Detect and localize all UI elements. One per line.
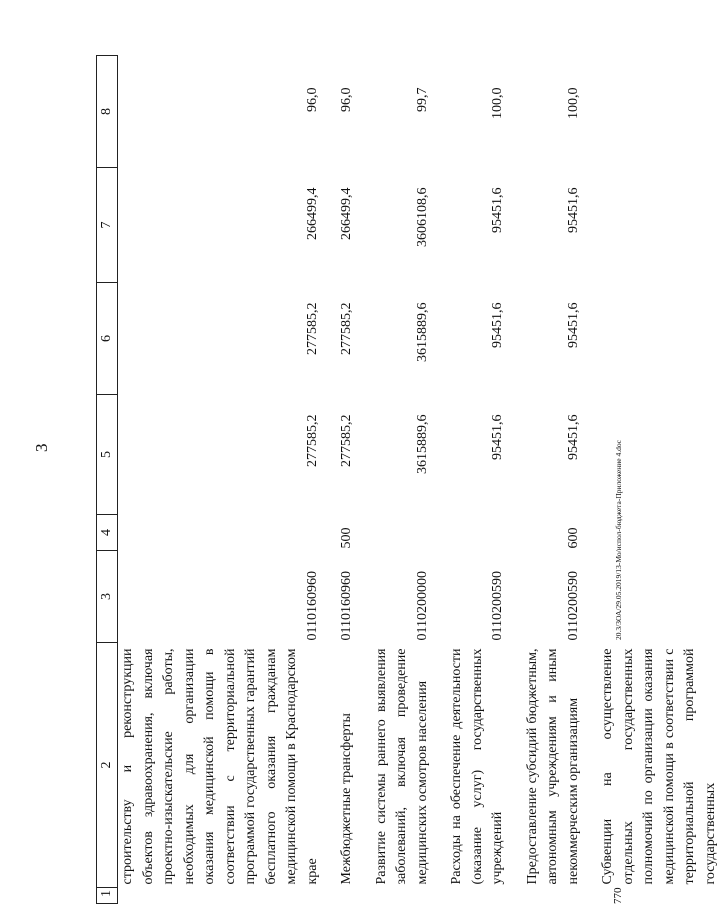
row-description: строительству и реконструкции объектов здравоохранения, включая проектно-изыскательские работы, необходимых для организации оказания медицинской помощи в соответствии с территориальной программой государственных гарантий бесплатного оказания гражданам медицинской помощи в Краснодарском крае — [120, 648, 320, 885]
row-code: 0110160960 — [304, 571, 320, 641]
row-type — [362, 515, 438, 551]
budget-table — [96, 55, 725, 904]
row-type: 600 — [565, 527, 581, 549]
row-value-8: 99,7 — [414, 87, 430, 112]
header-cell: 3 — [97, 551, 118, 643]
row-value-5: 95451,6 — [565, 414, 581, 460]
header-cell: 5 — [97, 395, 118, 515]
row-value-5: 3615889,6 — [414, 414, 430, 474]
row-code: 0110200000 — [414, 571, 430, 641]
header-cell: 7 — [97, 168, 118, 283]
row-value-6: 95451,6 — [565, 302, 581, 348]
header-cell: 6 — [97, 283, 118, 395]
row-description: Развитие системы раннего выявления заболеваний, включая проведение медицинских осмотров населения — [373, 648, 430, 885]
document-path: 20.3/3ОА/29.05.2019/13-Мо/испол-бюджета-Приложение 4.doc — [614, 440, 623, 640]
row-value-5: 95451,6 — [490, 414, 505, 460]
row-value-6: 277585,2 — [339, 302, 354, 355]
row-value-5: 277585,2 — [304, 414, 320, 467]
row-type — [588, 515, 725, 551]
row-value-5 — [588, 395, 725, 515]
row-code: 0110200590 — [565, 571, 581, 641]
row-code: 0110160960 — [339, 571, 354, 641]
page-number: 3 — [32, 443, 51, 452]
row-description: Предоставление субсидий бюджетным, автономным учреждениям и иным некоммерческим организациям — [524, 648, 581, 885]
row-value-6: 3615889,6 — [414, 302, 430, 362]
row-type — [437, 515, 513, 551]
header-cell: 8 — [97, 56, 118, 168]
row-value-7: 266499,4 — [304, 187, 320, 240]
row-value-8: 96,0 — [304, 87, 320, 112]
row-value-7: 95451,6 — [490, 187, 505, 233]
row-description: Межбюджетные трансферты — [339, 713, 354, 885]
row-value-8: 96,0 — [339, 87, 354, 112]
row-description: Субвенции на осуществление отдельных государственных полномочий по организации оказания медицинской помощи в соответствии с территориальной программой государственных — [600, 648, 718, 885]
table-header-row — [97, 56, 118, 904]
row-type: 500 — [339, 527, 354, 549]
row-code: 0110200590 — [490, 571, 505, 641]
row-value-6: 277585,2 — [304, 302, 320, 355]
row-description: Расходы на обеспечение деятельности (оказание услуг) государственных учреждений — [449, 648, 505, 885]
row-value-6 — [588, 283, 725, 395]
row-value-7: 266499,4 — [339, 187, 354, 240]
header-cell: 4 — [97, 515, 118, 551]
row-code — [588, 551, 725, 643]
row-value-8: 100,0 — [565, 87, 581, 119]
corner-number: 770 — [612, 887, 624, 904]
table-row — [437, 56, 513, 904]
header-cell: 2 — [97, 643, 118, 888]
row-value-5: 277585,2 — [339, 414, 354, 467]
table-row — [118, 56, 328, 904]
table-row — [588, 56, 725, 904]
header-cell: 1 — [97, 888, 118, 904]
row-value-8 — [588, 56, 725, 168]
row-value-8: 100,0 — [490, 87, 505, 119]
row-type — [118, 515, 328, 551]
table-row — [327, 56, 362, 904]
row-value-7: 3606108,6 — [414, 187, 430, 247]
table-row — [362, 56, 438, 904]
row-value-6: 95451,6 — [490, 302, 505, 348]
row-value-7 — [588, 168, 725, 283]
row-value-7: 95451,6 — [565, 187, 581, 233]
table-row — [513, 56, 589, 904]
